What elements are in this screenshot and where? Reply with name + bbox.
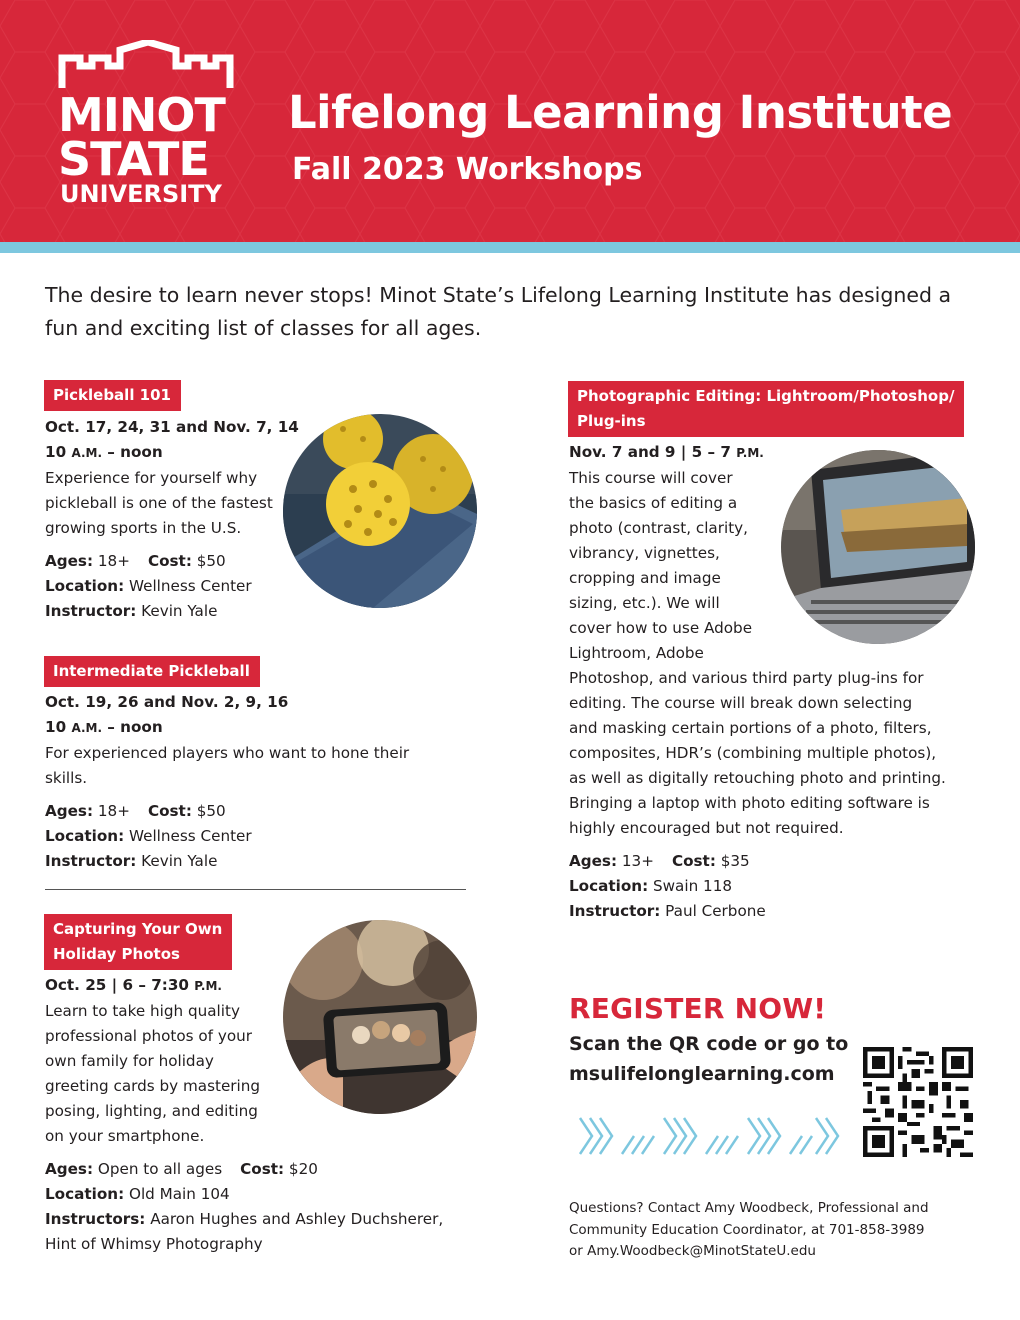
course-desc-line: the basics of editing a <box>569 494 738 512</box>
course-instructor <box>569 899 979 924</box>
instructor-label: Instructor: <box>45 602 137 620</box>
location-label: Location: <box>45 577 125 595</box>
cost-label: Cost: <box>147 552 192 570</box>
course-desc-line: cropping and image <box>569 569 721 587</box>
ages-value: 13+ <box>617 852 654 870</box>
course-desc-line: composites, HDR’s (combining multiple photos), <box>569 744 937 762</box>
register-url[interactable]: msulifelonglearning.com <box>569 1063 835 1085</box>
minot-state-logo <box>58 40 238 210</box>
cost-label: Cost: <box>240 1160 285 1178</box>
ages-label: Ages: <box>45 1160 94 1178</box>
qr-code-icon[interactable] <box>863 1047 973 1157</box>
course-tag-pickleball-101: Pickleball 101 <box>44 380 181 411</box>
tag-line: Photographic Editing: Lightroom/Photoshop/ <box>577 387 955 405</box>
course-desc-line: sizing, etc.). We will <box>569 594 720 612</box>
course-dates: Oct. 19, 26 and Nov. 2, 9, 16 <box>45 693 289 711</box>
course-instructor <box>45 1207 465 1232</box>
cost-value: $35 <box>715 852 750 870</box>
course-desc-line: photo (contrast, clarity, <box>569 519 748 537</box>
instructor-label: Instructor: <box>569 902 661 920</box>
course-desc-line: Photoshop, and various third party plug-ins for <box>569 669 924 687</box>
cost-value: $50 <box>191 552 226 570</box>
intro-paragraph: The desire to learn never stops! Minot State’s Lifelong Learning Institute has designed a fun and exciting list of classes for all ages. <box>45 283 952 340</box>
contact-line: Questions? Contact Amy Woodbeck, Professional and <box>569 1200 929 1216</box>
course-location <box>569 874 979 899</box>
dates-value: Oct. 25 | 6 – 7:30 <box>45 976 195 994</box>
pickleball-icon <box>283 414 477 608</box>
course-desc-line: vibrancy, vignettes, <box>569 544 720 562</box>
contact-email-line[interactable]: or Amy.Woodbeck@MinotStateU.edu <box>569 1243 816 1259</box>
location-value: Wellness Center <box>124 577 252 595</box>
header-accent-stripe <box>0 242 1020 253</box>
time-pm: P.M. <box>736 446 764 460</box>
page-subtitle: Fall 2023 Workshops <box>292 152 643 187</box>
ages-label: Ages: <box>45 552 94 570</box>
course-tag-intermediate-pickleball: Intermediate Pickleball <box>44 656 260 687</box>
course-desc-line: own family for holiday <box>45 1052 214 1070</box>
page-title: Lifelong Learning Institute <box>288 86 953 139</box>
course-desc-line: highly encouraged but not required. <box>569 819 844 837</box>
logo-text-university: UNIVERSITY <box>60 180 222 208</box>
time-pm: P.M. <box>194 979 222 993</box>
course-desc-line: Lightroom, Adobe <box>569 644 704 662</box>
pickleball-photo <box>283 414 477 608</box>
instructor-label: Instructors: <box>45 1210 146 1228</box>
course-pickleball-101 <box>45 415 299 624</box>
logo-text-minot: MINOT <box>58 88 225 142</box>
course-desc-line: This course will cover <box>569 469 733 487</box>
course-instructor <box>45 599 290 624</box>
course-intermediate-pickleball <box>45 690 465 874</box>
course-desc-line: and masking certain portions of a photo, filters, <box>569 719 932 737</box>
location-label: Location: <box>569 877 649 895</box>
ages-value: 18+ <box>93 802 130 820</box>
course-instructor-line2: Hint of Whimsy Photography <box>45 1235 263 1253</box>
laptop-icon <box>781 450 975 644</box>
castle-icon <box>58 40 234 90</box>
course-location <box>45 824 465 849</box>
time-suffix: – noon <box>102 718 163 736</box>
location-label: Location: <box>45 827 125 845</box>
location-value: Wellness Center <box>124 827 252 845</box>
cost-label: Cost: <box>147 802 192 820</box>
course-desc-line: skills. <box>45 769 88 787</box>
course-instructor <box>45 849 465 874</box>
contact-info <box>569 1198 989 1263</box>
course-dates: Oct. 17, 24, 31 and Nov. 7, 14 <box>45 418 299 436</box>
instructor-value: Aaron Hughes and Ashley Duchsherer, <box>145 1210 444 1228</box>
location-value: Old Main 104 <box>124 1185 230 1203</box>
course-location <box>45 574 290 599</box>
header-banner <box>0 0 1020 242</box>
cost-value: $20 <box>284 1160 318 1178</box>
time-suffix: – noon <box>102 443 163 461</box>
course-tag-photo-editing <box>568 381 964 437</box>
cost-label: Cost: <box>671 852 716 870</box>
course-location <box>45 1182 465 1207</box>
course-desc-line: greeting cards by mastering <box>45 1077 261 1095</box>
location-value: Swain 118 <box>648 877 733 895</box>
dates-value: Nov. 7 and 9 | 5 – 7 <box>569 443 737 461</box>
course-desc-line: as well as digitally retouching photo and printing. <box>569 769 946 787</box>
laptop-photo <box>781 450 975 644</box>
course-ages-cost <box>45 549 290 574</box>
register-line: Scan the QR code or go to <box>569 1033 849 1055</box>
course-desc-line: For experienced players who want to hone their <box>45 744 410 762</box>
course-tag-holiday-photos <box>44 914 232 970</box>
smartphone-family-icon <box>283 920 477 1114</box>
tag-line: Plug-ins <box>577 412 646 430</box>
register-heading: REGISTER NOW! <box>569 992 827 1025</box>
course-desc-line: Bringing a laptop with photo editing software is <box>569 794 930 812</box>
course-desc-line: on your smartphone. <box>45 1127 205 1145</box>
chevron-arrows-decoration <box>578 1114 843 1158</box>
time-am: A.M. <box>71 721 103 735</box>
ages-value: 18+ <box>93 552 130 570</box>
time-prefix: 10 <box>45 718 72 736</box>
tag-line: Holiday Photos <box>53 945 180 963</box>
course-desc-line: professional photos of your <box>45 1027 253 1045</box>
logo-text-state: STATE <box>58 132 209 186</box>
register-instructions <box>569 1029 848 1089</box>
course-desc-line: Experience for yourself why <box>45 469 258 487</box>
contact-line: Community Education Coordinator, at 701-858-3989 <box>569 1221 925 1238</box>
course-time <box>45 715 465 741</box>
instructor-value: Kevin Yale <box>136 602 218 620</box>
course-desc-line: pickleball is one of the fastest <box>45 494 273 512</box>
time-prefix: 10 <box>45 443 72 461</box>
course-desc-line: growing sports in the U.S. <box>45 519 242 537</box>
ages-value: Open to all ages <box>93 1160 223 1178</box>
course-ages-cost <box>45 799 465 824</box>
holiday-photo <box>283 920 477 1114</box>
instructor-value: Kevin Yale <box>136 852 218 870</box>
ages-label: Ages: <box>45 802 94 820</box>
course-ages-cost <box>569 849 979 874</box>
course-ages-cost <box>45 1157 465 1182</box>
instructor-value: Paul Cerbone <box>660 902 766 920</box>
course-desc-line: editing. The course will break down selecting <box>569 694 913 712</box>
tag-line: Capturing Your Own <box>53 920 223 938</box>
section-divider <box>45 889 466 890</box>
course-desc-line: cover how to use Adobe <box>569 619 753 637</box>
location-label: Location: <box>45 1185 125 1203</box>
course-time <box>45 440 290 466</box>
course-desc-line: posing, lighting, and editing <box>45 1102 258 1120</box>
ages-label: Ages: <box>569 852 618 870</box>
time-am: A.M. <box>71 446 103 460</box>
cost-value: $50 <box>191 802 226 820</box>
course-desc-line: Learn to take high quality <box>45 1002 240 1020</box>
instructor-label: Instructor: <box>45 852 137 870</box>
